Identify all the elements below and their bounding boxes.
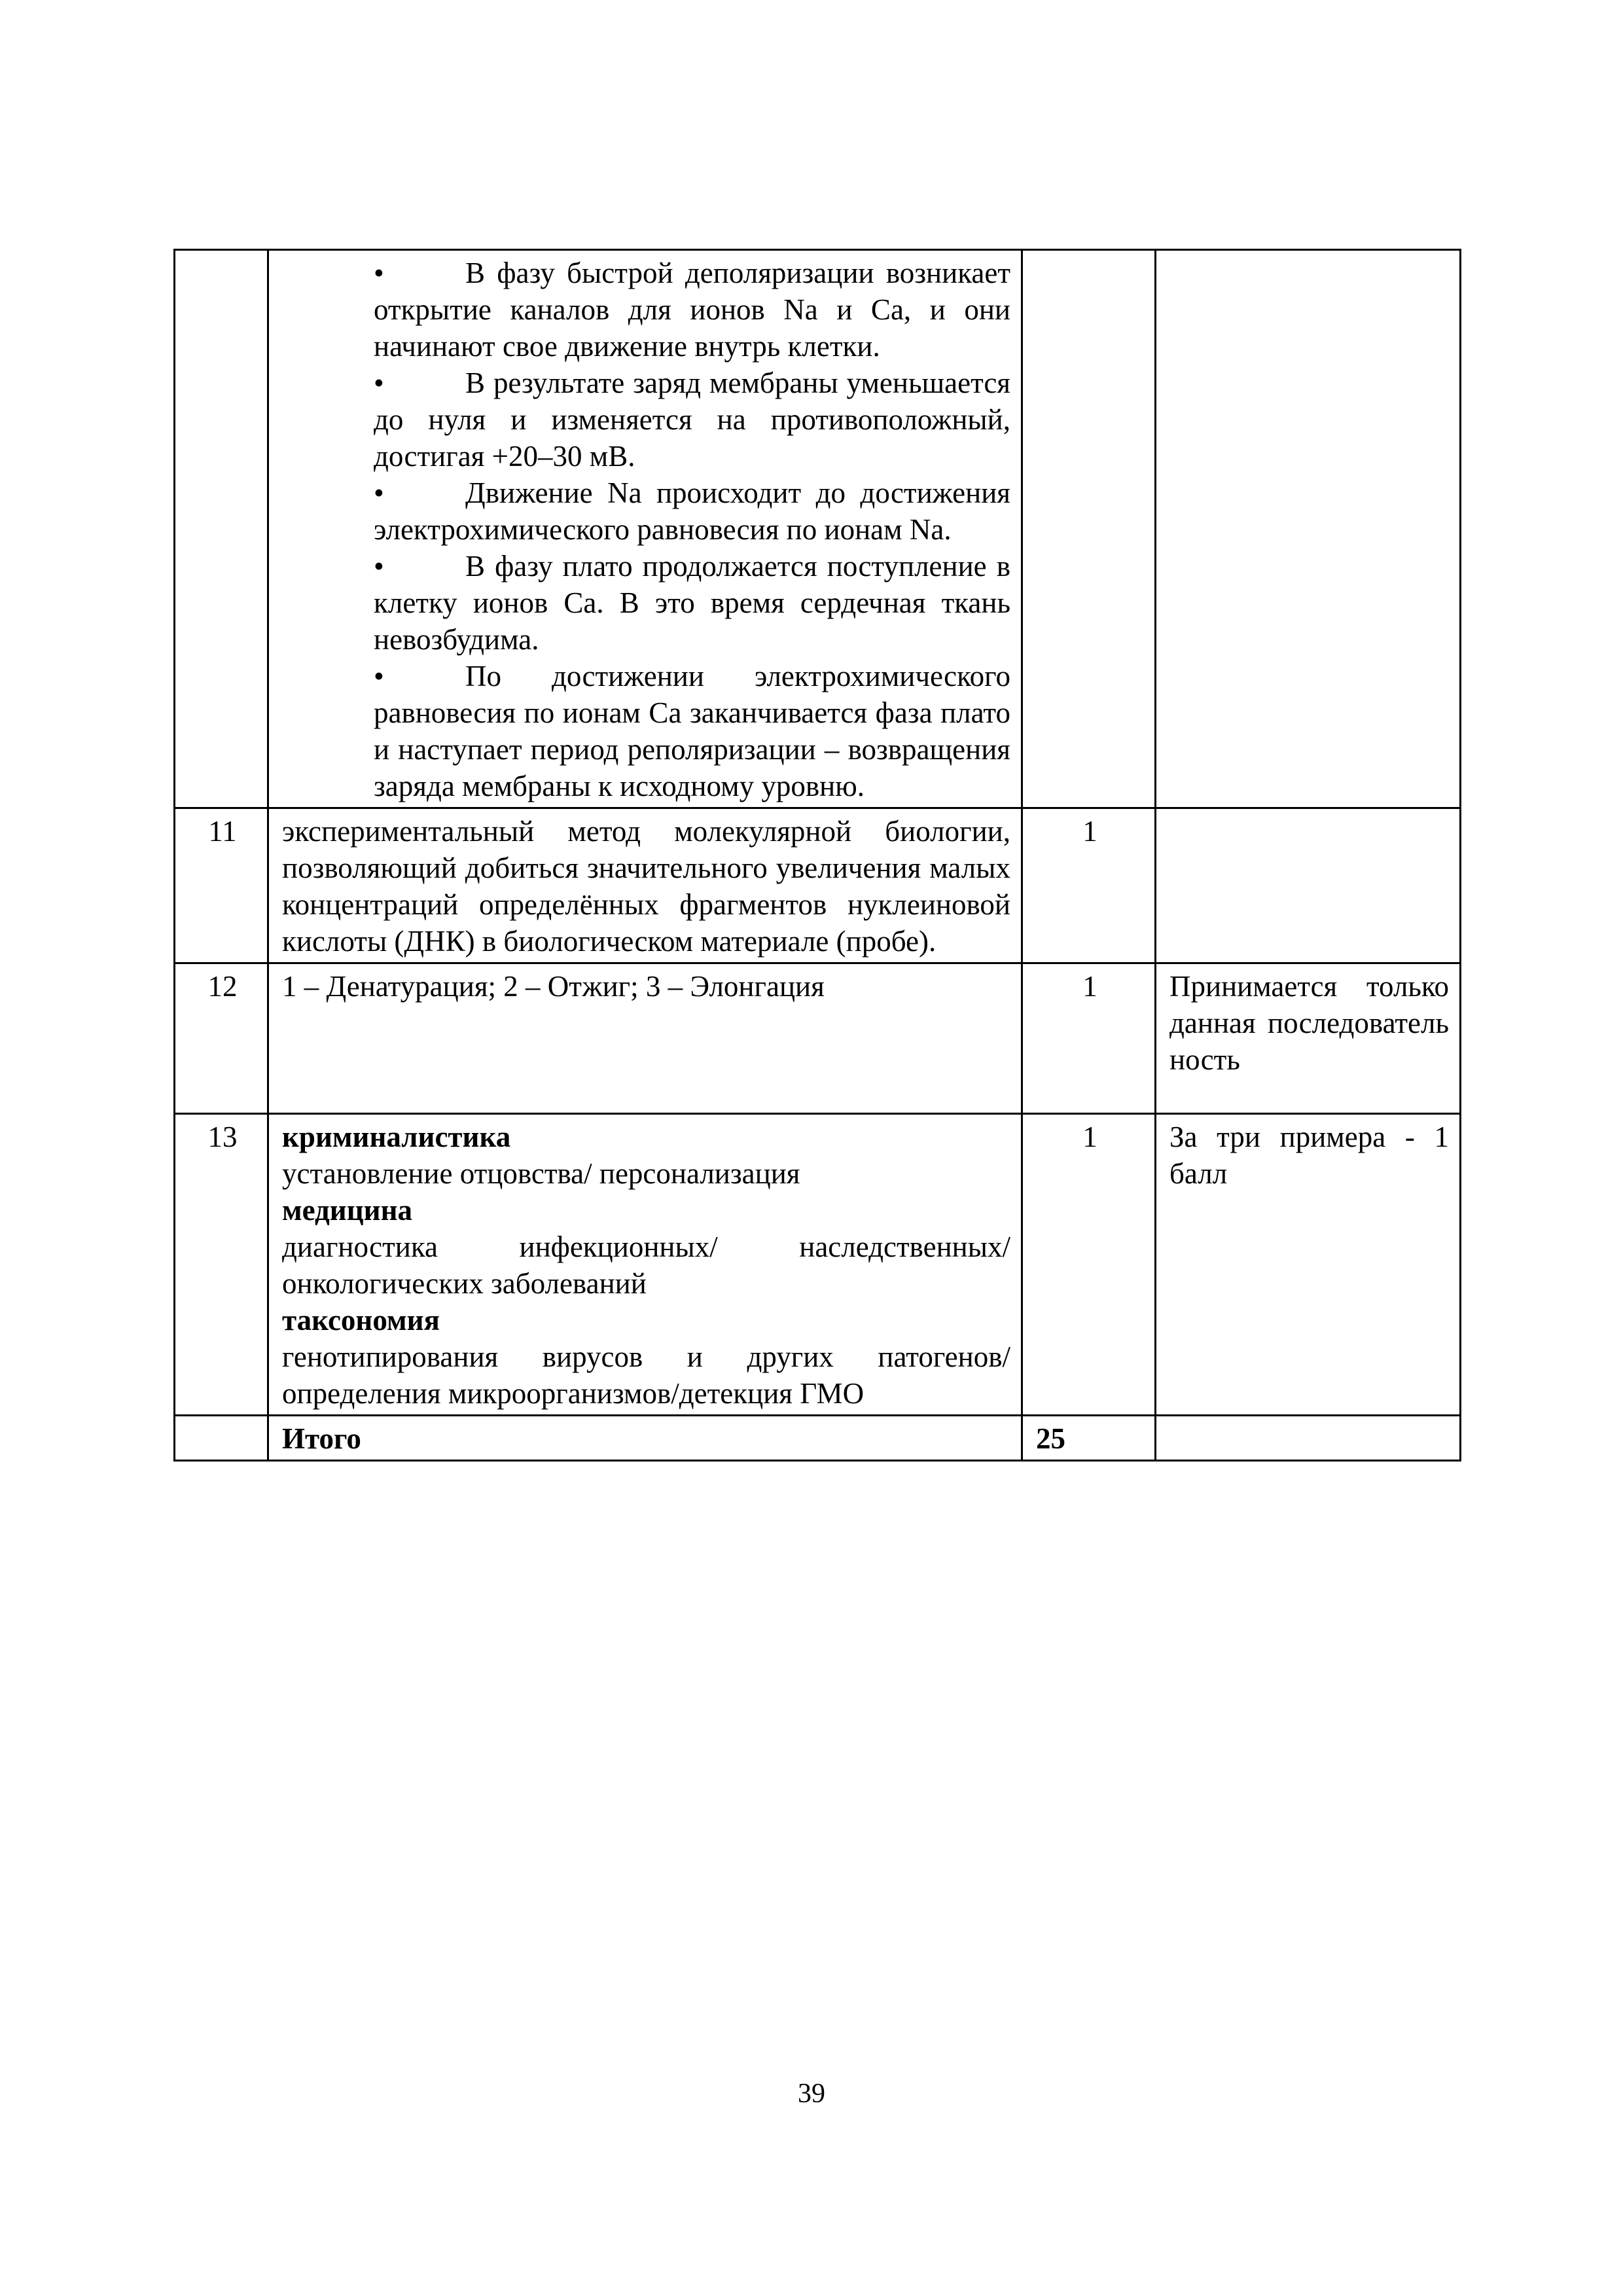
- answer-text: 1 – Денатурация; 2 – Отжиг; 3 – Элонгация: [282, 970, 825, 1003]
- bullet-icon: •: [374, 550, 384, 583]
- list-item: • В результате заряд мембраны уменьшается до нуля и изменяется на противоположный, достигая +20–30 мВ.: [374, 365, 1010, 475]
- bullet-icon: •: [374, 476, 384, 509]
- section-heading: медицина: [282, 1194, 413, 1227]
- note-text: Принимается только данная последовательность: [1169, 970, 1449, 1076]
- answer-cell: [268, 1114, 1022, 1416]
- note-cell: [1156, 250, 1461, 808]
- total-label: Итого: [268, 1416, 1022, 1461]
- total-row: [175, 1416, 1461, 1461]
- answer-key-table: [173, 249, 1461, 1462]
- table-row: [175, 1114, 1461, 1416]
- table-row: [175, 963, 1461, 1114]
- page-number: 39: [798, 2079, 825, 2109]
- points-cell: 1: [1022, 1114, 1156, 1416]
- bullet-icon: •: [374, 257, 384, 289]
- row-number: 11: [175, 808, 268, 963]
- section-text: установление отцовства/ персонализация: [282, 1157, 800, 1190]
- note-cell: [1156, 808, 1461, 963]
- list-item: • Движение Na происходит до достижения электрохимического равновесия по ионам Na.: [374, 475, 1010, 548]
- total-note-cell: [1156, 1416, 1461, 1461]
- note-cell: [1156, 1114, 1461, 1416]
- list-item: • По достижении электрохимического равновесия по ионам Ca заканчивается фаза плато и наступает период реполяризации – возвращения заряда мембраны к исходному уровню.: [374, 658, 1010, 804]
- section-text: диагностика инфекционных/ наследственных/ онкологических заболеваний: [282, 1230, 1010, 1300]
- total-empty-cell: [175, 1416, 268, 1461]
- row-number: 12: [175, 963, 268, 1114]
- total-points: 25: [1022, 1416, 1156, 1461]
- answer-cell: [268, 808, 1022, 963]
- points-cell: 1: [1022, 808, 1156, 963]
- note-cell: [1156, 963, 1461, 1114]
- answer-text: экспериментальный метод молекулярной биологии, позволяющий добиться значительного увеличения малых концентраций определённых фрагментов нуклеиновой кислоты (ДНК) в биологическом материале (пробе).: [282, 815, 1010, 958]
- points-cell: 1: [1022, 963, 1156, 1114]
- table-row: [175, 250, 1461, 808]
- list-item: • В фазу быстрой деполяризации возникает открытие каналов для ионов Na и Ca, и они начинают свое движение внутрь клетки.: [374, 255, 1010, 365]
- section-heading: криминалистика: [282, 1121, 511, 1153]
- answer-cell: [268, 250, 1022, 808]
- note-text: За три примера - 1 балл: [1169, 1121, 1449, 1190]
- table-row: [175, 808, 1461, 963]
- answer-cell: [268, 963, 1022, 1114]
- row-number: [175, 250, 268, 808]
- list-item: • В фазу плато продолжается поступление в клетку ионов Ca. В это время сердечная ткань невозбудима.: [374, 548, 1010, 658]
- bullet-icon: •: [374, 660, 384, 692]
- points-cell: [1022, 250, 1156, 808]
- section-text: генотипирования вирусов и других патогенов/ определения микроорганизмов/детекция ГМО: [282, 1340, 1010, 1410]
- row-number: 13: [175, 1114, 268, 1416]
- bullet-icon: •: [374, 367, 384, 399]
- section-heading: таксономия: [282, 1304, 440, 1336]
